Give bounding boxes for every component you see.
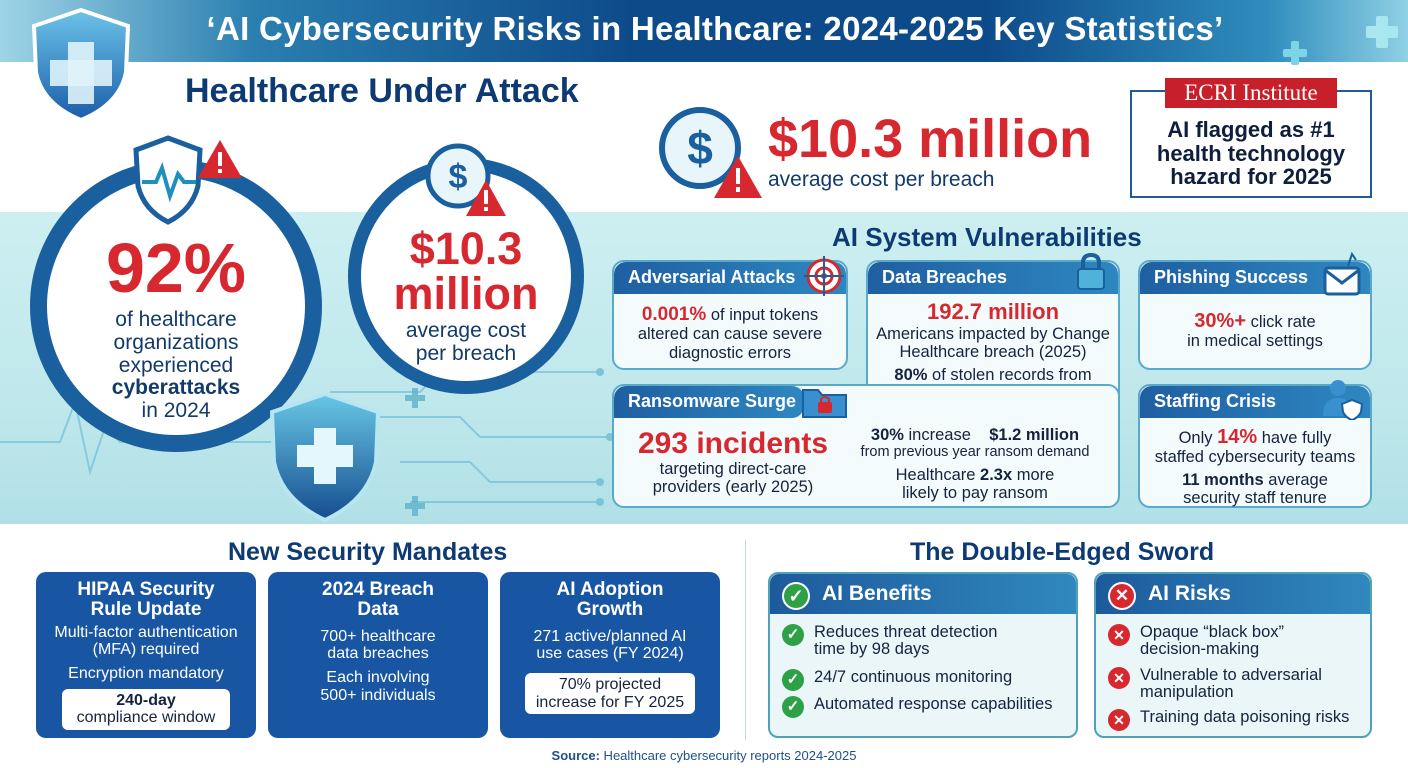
- mandate-text: data breaches: [327, 645, 429, 663]
- stat-highlight: 2.3x: [980, 465, 1013, 484]
- list-item-text: 24/7 continuous monitoring: [814, 667, 1013, 686]
- list-item-text: Training data poisoning risks: [1140, 708, 1350, 727]
- section-heading-vulnerabilities: AI System Vulnerabilities: [832, 222, 1142, 252]
- card-text: staffed cybersecurity teams: [1154, 448, 1356, 467]
- card-text: click rate: [1246, 313, 1316, 331]
- card-text: Americans impacted by Change: [876, 324, 1110, 343]
- card-ai-benefits: [768, 572, 1078, 738]
- svg-text:$: $: [687, 122, 713, 174]
- list-item: [770, 669, 1076, 686]
- cost-value: $10.3 million: [768, 109, 1093, 169]
- stat-highlight: 192.7 million: [926, 299, 1060, 324]
- stat-highlight: 30%+: [1194, 310, 1247, 332]
- check-icon: ✓: [782, 582, 810, 610]
- mandate-text: Each involving: [326, 669, 430, 687]
- mandate-title: AI Adoption: [556, 579, 664, 600]
- stat-highlight: 30%: [870, 426, 904, 444]
- mandate-card-ai-adoption: [500, 572, 720, 738]
- card-title: Ransomware Surge: [614, 386, 804, 418]
- card-text: targeting direct-care: [659, 459, 807, 478]
- mandate-title: Rule Update: [90, 598, 202, 620]
- card-text: Healthcare: [895, 465, 981, 484]
- mandate-text: Encryption mandatory: [68, 665, 224, 683]
- stat-highlight: 0.001%: [641, 304, 707, 325]
- section-divider: [745, 540, 746, 740]
- list-item: [1096, 667, 1370, 702]
- ecri-logo: ECRI Institute: [1165, 78, 1337, 108]
- stat-label: of healthcare: [115, 308, 237, 332]
- card-title: AI Risks: [1096, 574, 1370, 614]
- ecri-line: health technology: [1156, 140, 1346, 166]
- list-item-text: time by 98 days: [814, 640, 930, 659]
- mandate-title: 2024 Breach: [322, 579, 434, 600]
- list-item-text: decision-making: [1140, 640, 1260, 659]
- card-text: altered can cause severe: [637, 325, 823, 344]
- card-ransomware: [612, 384, 1120, 508]
- card-title: AI Benefits: [770, 574, 1076, 614]
- mandate-pill: [525, 673, 695, 714]
- ecri-text: [1140, 118, 1362, 189]
- padlock-icon: [1074, 252, 1108, 292]
- card-text: diagnostic errors: [669, 343, 791, 362]
- mandate-text: use cases (FY 2024): [536, 645, 684, 663]
- folder-lock-icon: [800, 382, 850, 420]
- stat-value: 92%: [105, 229, 247, 308]
- list-item-text: Reduces threat detection: [814, 623, 998, 641]
- list-item-text: Automated response capabilities: [814, 694, 1053, 713]
- card-text: security staff tenure: [1183, 489, 1327, 508]
- card-text: of input tokens: [706, 306, 819, 324]
- x-icon: ✕: [1108, 624, 1130, 646]
- shield-cross-icon: [20, 4, 142, 124]
- mail-icon: [1322, 250, 1362, 298]
- medical-cross-icon: [1280, 38, 1310, 68]
- x-icon: ✕: [1108, 582, 1136, 610]
- mandate-title: Data: [357, 598, 399, 620]
- stat-highlight: 80%: [894, 365, 928, 384]
- section-heading-mandates: New Security Mandates: [228, 538, 508, 566]
- list-item: [770, 696, 1076, 713]
- card-text: Healthcare breach (2025): [899, 343, 1087, 362]
- svg-text:$: $: [448, 158, 468, 196]
- cost-label: average cost per breach: [768, 168, 995, 191]
- pill-text: 240-day: [116, 691, 176, 709]
- stat-label: organizations: [113, 330, 239, 354]
- card-text: likely to pay ransom: [902, 484, 1048, 503]
- stat-value: million: [393, 268, 539, 320]
- user-shield-icon: [1320, 376, 1364, 420]
- card-text: from previous year ransom demand: [860, 444, 1090, 461]
- shield-cross-icon: [260, 390, 390, 524]
- mandate-pill: [62, 689, 230, 730]
- card-text: more: [1012, 465, 1055, 484]
- list-item: [770, 624, 1076, 659]
- list-item: [1096, 624, 1370, 659]
- list-item-text: Vulnerable to adversarial: [1140, 665, 1322, 684]
- ecri-line: hazard for 2025: [1170, 164, 1332, 190]
- mandate-text: (MFA) required: [92, 641, 200, 659]
- check-icon: ✓: [782, 696, 804, 718]
- card-text: increase: [903, 426, 971, 444]
- mandate-text: Multi-factor authentication: [54, 623, 238, 641]
- mandate-card-hipaa: [36, 572, 256, 738]
- mandate-text: 500+ individuals: [320, 686, 436, 704]
- source-note: [0, 748, 1408, 763]
- card-title: Adversarial Attacks: [614, 262, 846, 294]
- card-ai-risks: [1094, 572, 1372, 738]
- pill-text: compliance window: [76, 709, 216, 727]
- card-title: Phishing Success: [1140, 262, 1370, 294]
- stat-highlight: 11 months: [1182, 470, 1264, 489]
- mandate-card-breach-data: [268, 572, 488, 738]
- stat-highlight: 14%: [1217, 426, 1258, 448]
- mandate-title: HIPAA Security: [77, 579, 215, 600]
- source-label: Source:: [551, 748, 600, 763]
- list-item-text: manipulation: [1140, 682, 1234, 701]
- mandate-title: Growth: [576, 598, 644, 620]
- stat-value: $10.3: [409, 223, 523, 275]
- list-item-text: Opaque “black box”: [1140, 623, 1284, 641]
- medical-cross-icon: [1362, 12, 1402, 52]
- dollar-warning-icon: [420, 138, 510, 222]
- card-text: in medical settings: [1187, 332, 1323, 351]
- target-icon: [804, 256, 844, 296]
- stat-highlight: $1.2 million: [989, 426, 1080, 444]
- x-icon: ✕: [1108, 709, 1130, 731]
- stat-label: in 2024: [141, 399, 211, 422]
- card-text: Only: [1178, 429, 1218, 447]
- card-text: have fully: [1257, 429, 1332, 447]
- section-heading-attack: Healthcare Under Attack: [185, 72, 579, 110]
- pill-text: increase for FY 2025: [535, 693, 685, 711]
- mandate-text: 700+ healthcare: [320, 627, 436, 645]
- source-text: Healthcare cybersecurity reports 2024-2025: [599, 748, 857, 763]
- dollar-warning-icon: [656, 104, 766, 200]
- x-icon: ✕: [1108, 667, 1130, 689]
- mandate-text: 271 active/planned AI: [533, 627, 687, 645]
- page-title: ‘AI Cybersecurity Risks in Healthcare: 2024-2025 Key Statistics’: [206, 10, 1224, 47]
- section-heading-sword: The Double-Edged Sword: [910, 538, 1215, 566]
- stat-label: cyberattacks: [111, 376, 241, 400]
- check-icon: ✓: [782, 669, 804, 691]
- card-title: Data Breaches: [868, 262, 1118, 294]
- stat-highlight: 293 incidents: [637, 427, 829, 460]
- card-text: average: [1263, 470, 1328, 489]
- stat-label: average cost: [405, 319, 527, 343]
- heartbeat-shield-icon: [128, 130, 248, 230]
- stat-label: per breach: [415, 342, 517, 365]
- card-title: Staffing Crisis: [1140, 386, 1370, 418]
- check-icon: ✓: [782, 624, 804, 646]
- card-text: providers (early 2025): [652, 477, 814, 496]
- list-item: [1096, 708, 1370, 729]
- card-text: of stolen records from: [927, 365, 1092, 384]
- ecri-line: AI flagged as #1: [1167, 117, 1335, 142]
- pill-text: 70% projected: [558, 676, 662, 694]
- stat-label: experienced: [118, 353, 234, 377]
